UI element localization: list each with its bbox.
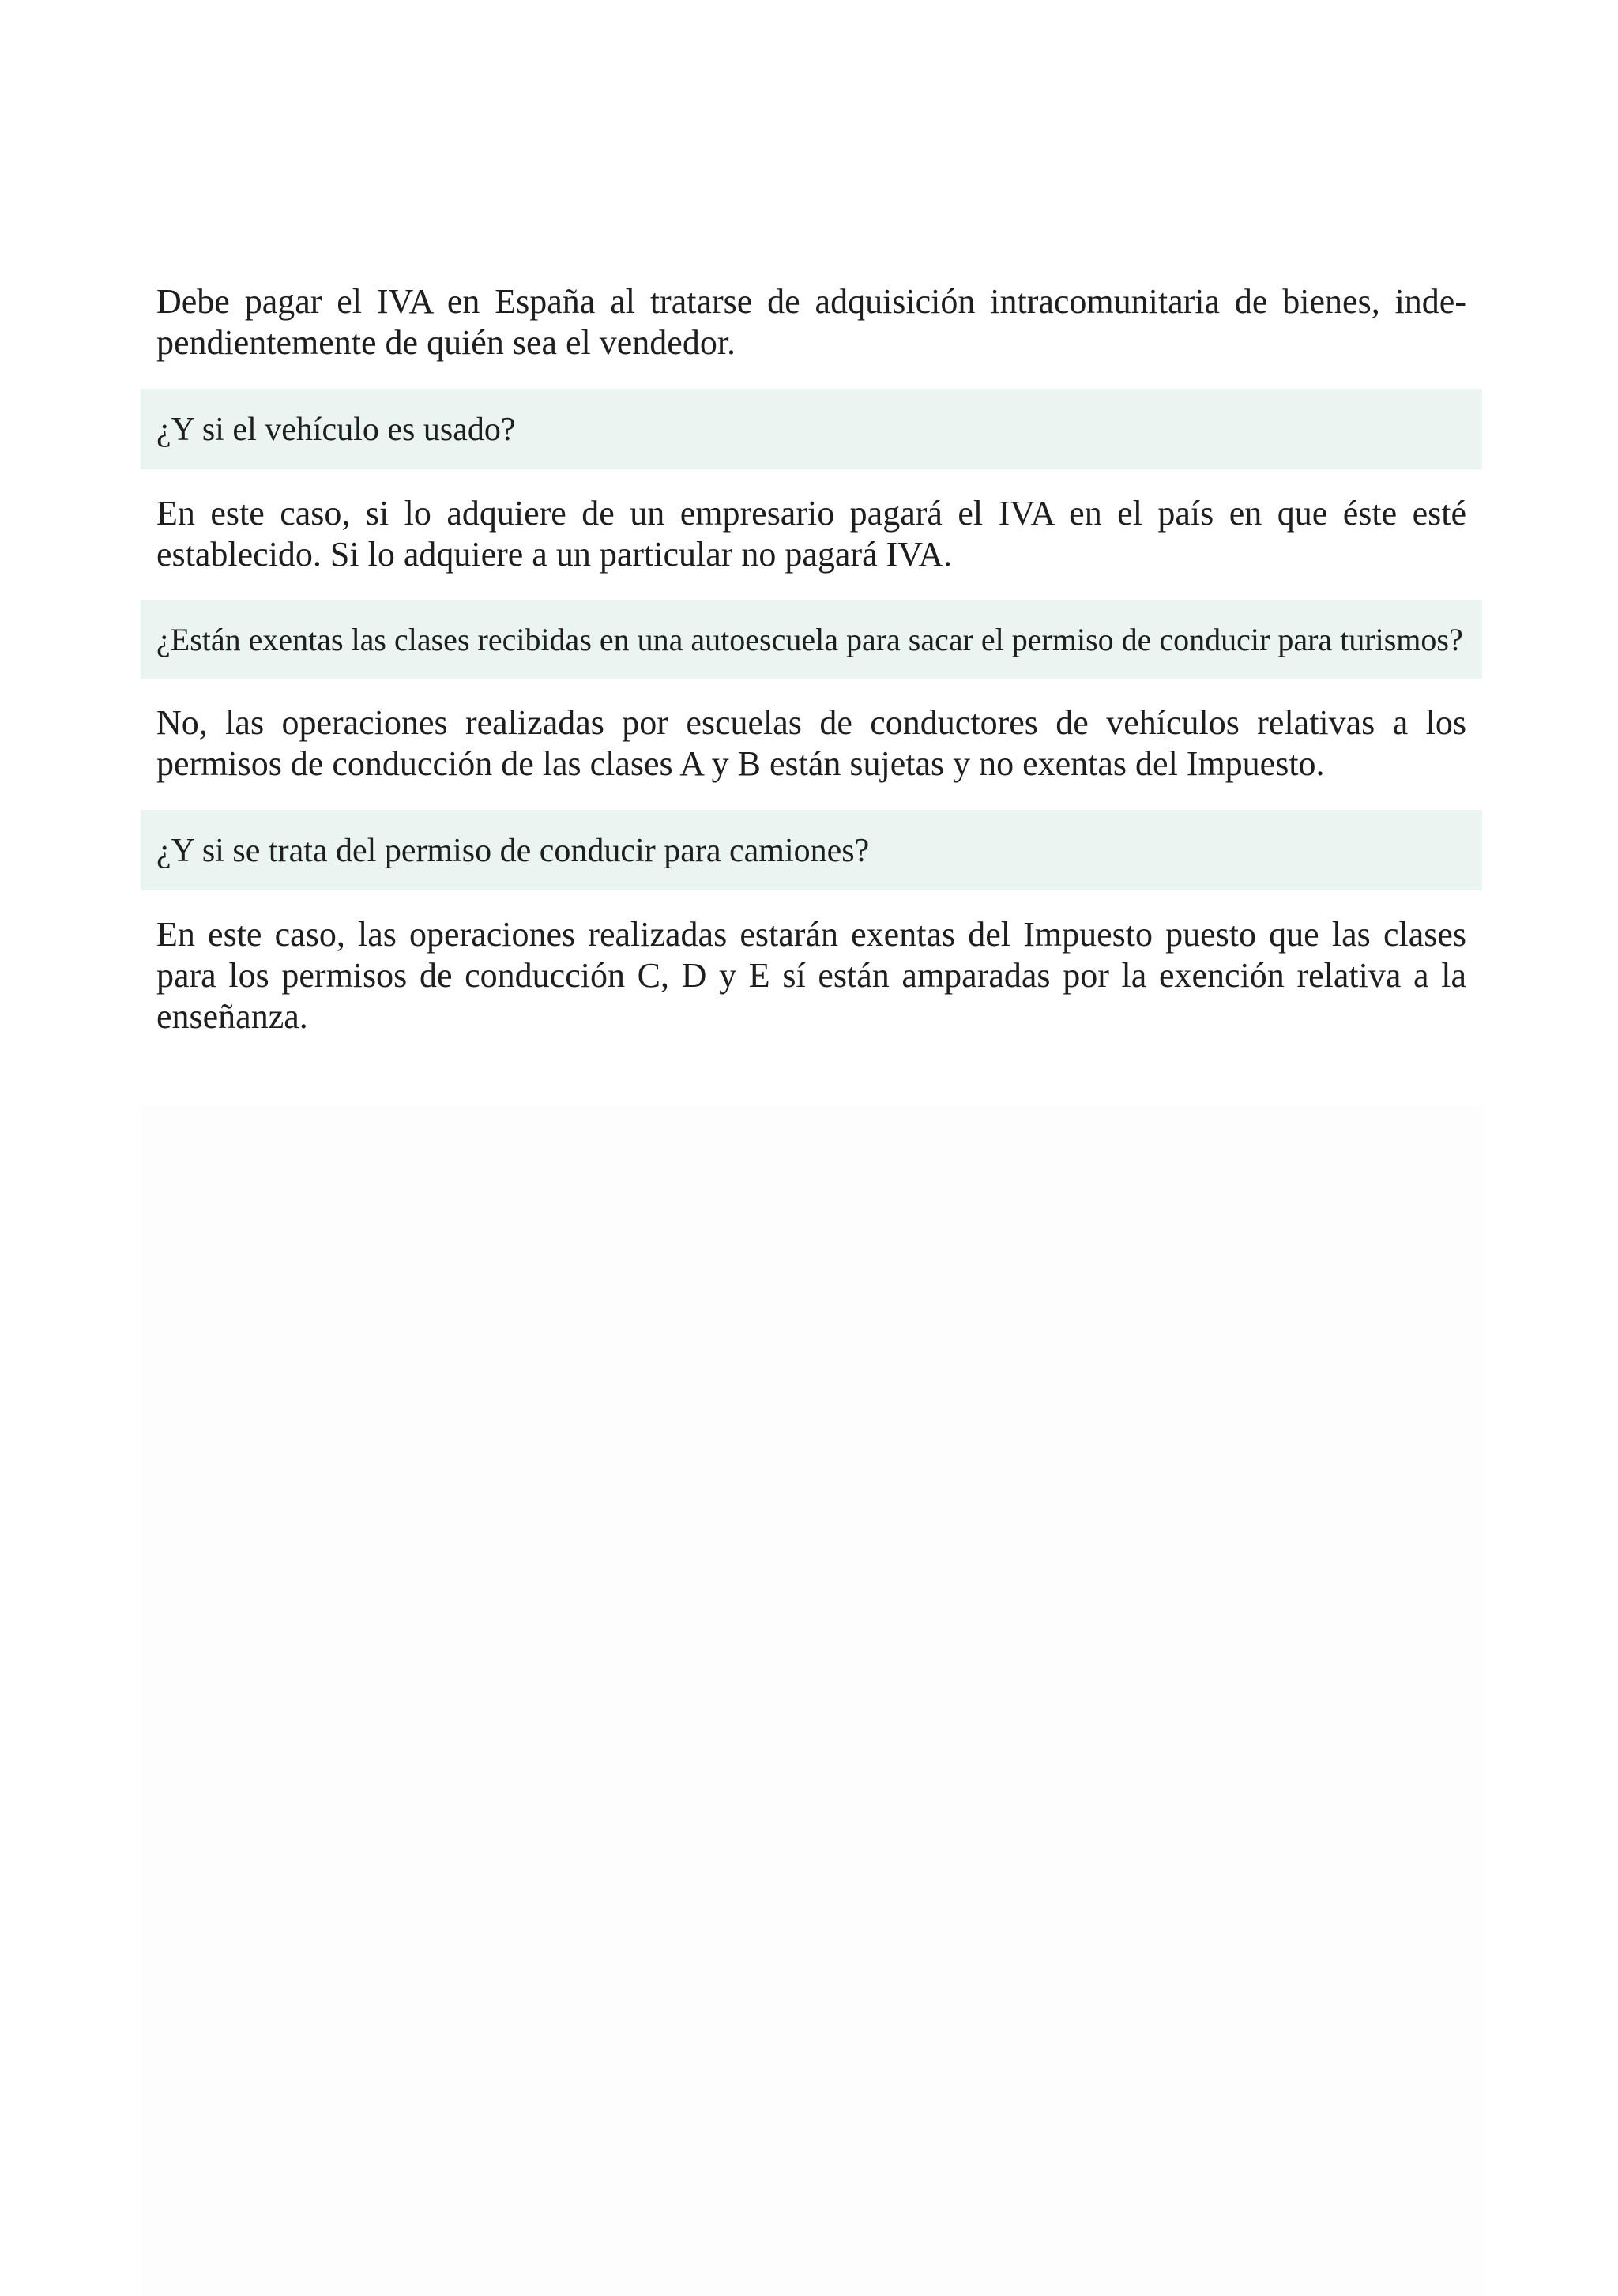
question-box: ¿Y si se trata del permiso de conducir para camiones? [141, 810, 1482, 890]
answer-paragraph: En este caso, si lo adquiere de un empresario pagará el IVA en el país en que éste esté establecido. Si lo adquiere a un particular no pagará IVA. [156, 494, 1466, 574]
answer-paragraph: No, las operaciones realizadas por escuelas de conductores de vehículos relativas a los permisos de conducción de las clases A y B están sujetas y no exentas del Impuesto. [156, 703, 1466, 783]
question-box: ¿Están exentas las clases recibidas en una autoescuela para sacar el permiso de conducir para turismos? [141, 600, 1482, 679]
page-background [141, 1106, 1484, 2296]
question-box: ¿Y si el vehículo es usado? [141, 389, 1482, 469]
answer-paragraph: Debe pagar el IVA en España al tratarse de adquisición intracomunitaria de bienes, independientemente de quién sea el vendedor. [156, 282, 1466, 362]
faq-content [141, 281, 1482, 1037]
answer-paragraph: En este caso, las operaciones realizadas estarán exentas del Impuesto puesto que las clases para los permisos de conducción C, D y E sí están amparadas por la exención relativa a la enseñanza. [156, 915, 1466, 1036]
